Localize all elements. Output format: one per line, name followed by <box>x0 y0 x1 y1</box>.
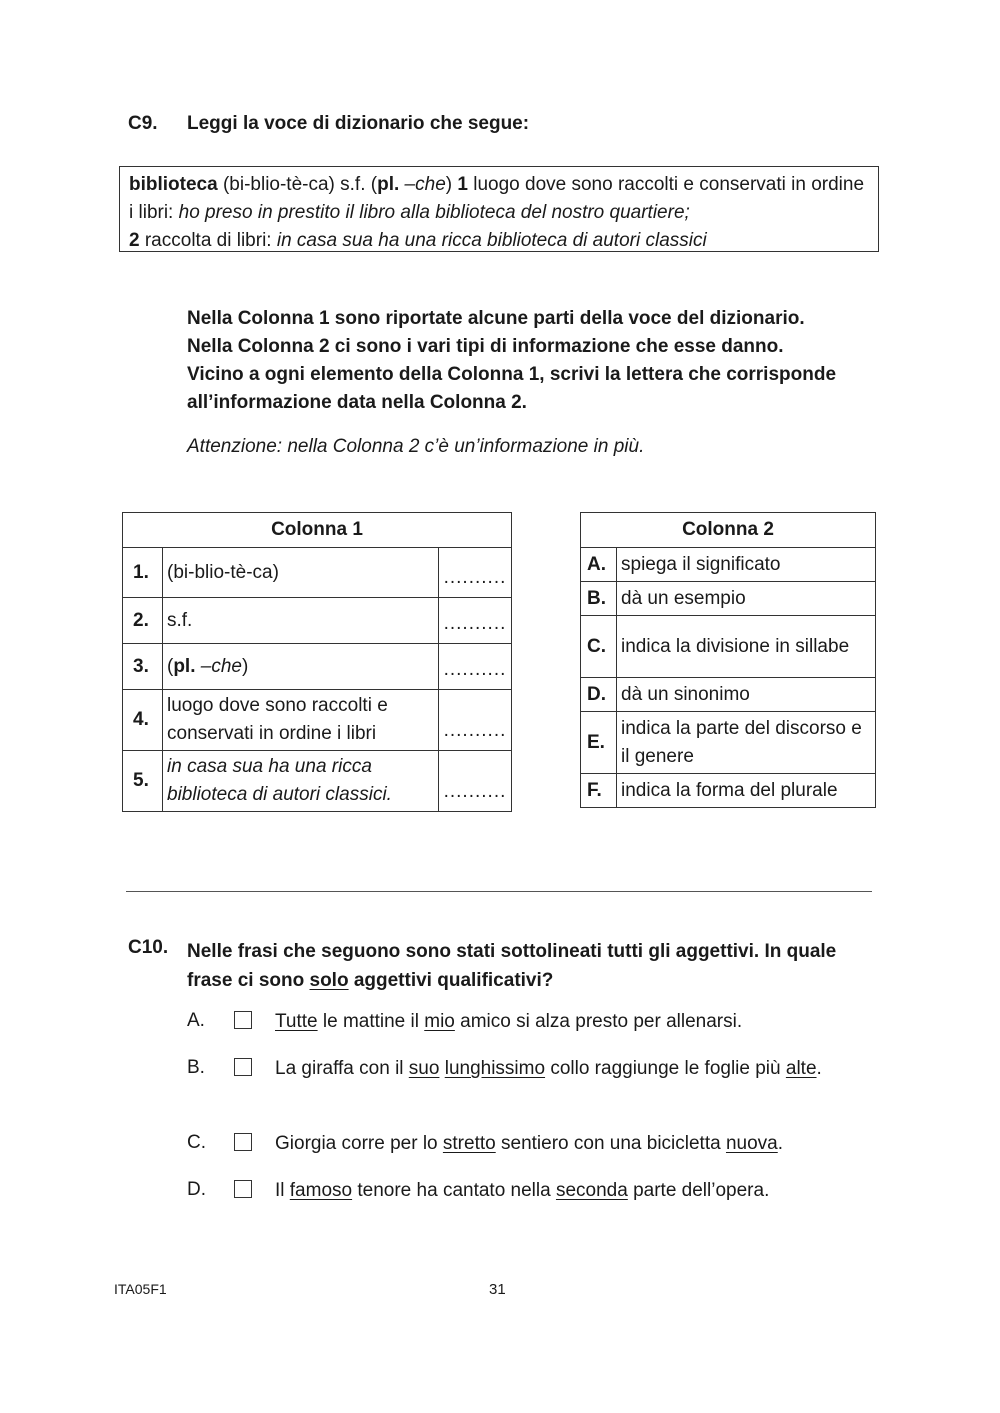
row-number: 5. <box>123 751 163 812</box>
adjective-underlined: suo <box>408 1058 440 1079</box>
instruction-line: Nella Colonna 1 sono riportate alcune parti della voce del dizionario. <box>187 308 805 329</box>
column2-table <box>580 512 876 808</box>
row-text <box>163 644 439 690</box>
sentence-text: Il <box>275 1180 290 1201</box>
question-text-part: aggettivi qualificativi? <box>348 970 554 991</box>
answer-blank-1[interactable]: .......... <box>439 548 512 598</box>
paren-close: ) <box>241 655 249 677</box>
instructions <box>187 305 887 417</box>
paren-open: ( <box>167 655 174 677</box>
adjective-underlined: lunghissimo <box>444 1058 546 1079</box>
adjective-underlined: nuova <box>725 1133 778 1154</box>
entry-sense2-example: in casa sua ha una ricca biblioteca di autori classici <box>276 230 707 251</box>
document-code: ITA05F1 <box>114 1281 167 1297</box>
row-letter: E. <box>581 712 617 774</box>
table-row <box>581 616 876 678</box>
row-letter: F. <box>581 774 617 808</box>
row-text: in casa sua ha una ricca biblioteca di autori classici. <box>163 751 439 812</box>
adjective-underlined: famoso <box>289 1180 353 1201</box>
sentence-text: Giorgia corre per lo <box>275 1133 443 1154</box>
row-text: indica la divisione in sillabe <box>617 616 876 678</box>
column1-table <box>122 512 512 812</box>
column1-header: Colonna 1 <box>123 513 512 548</box>
row-letter: A. <box>581 548 617 582</box>
entry-sense1-number: 1 <box>457 174 468 195</box>
option-c-letter: C. <box>187 1132 206 1153</box>
row-text: s.f. <box>163 598 439 644</box>
answer-blank-2[interactable]: .......... <box>439 598 512 644</box>
answer-blank-5[interactable]: .......... <box>439 751 512 812</box>
option-d-checkbox[interactable] <box>234 1180 252 1198</box>
question-number-c10: C10. <box>128 937 169 958</box>
entry-headword: biblioteca <box>129 174 218 195</box>
sentence-text: . <box>777 1133 784 1154</box>
option-d-text <box>275 1175 871 1206</box>
sentence-text: collo raggiunge le foglie più <box>545 1058 786 1079</box>
sentence-text: parte dell’opera. <box>627 1180 770 1201</box>
option-a-checkbox[interactable] <box>234 1011 252 1029</box>
attention-note: Attenzione: nella Colonna 2 c’è un’informazione in più. <box>187 436 645 457</box>
row-letter: B. <box>581 582 617 616</box>
table-row <box>581 548 876 582</box>
row-text: indica la forma del plurale <box>617 774 876 808</box>
sentence-text: amico si alza presto per allenarsi. <box>454 1011 743 1032</box>
adjective-underlined: alte <box>785 1058 817 1079</box>
adjective-underlined: Tutte <box>275 1011 318 1032</box>
row-letter: D. <box>581 678 617 712</box>
table-row <box>581 774 876 808</box>
entry-syllables: (bi-blio-tè-ca) s.f. ( <box>217 174 378 195</box>
entry-plural-form: –che <box>399 174 446 195</box>
sentence-text: sentiero con una bicicletta <box>495 1133 726 1154</box>
option-c-checkbox[interactable] <box>234 1133 252 1151</box>
sentence-text: . <box>816 1058 822 1079</box>
page-number: 31 <box>489 1281 506 1298</box>
plural-form: –che <box>195 655 242 677</box>
entry-sense1-definition: luogo dove sono raccolti e conservati in ordine i libri: <box>129 174 865 223</box>
table-row <box>123 598 512 644</box>
row-text: luogo dove sono raccolti e conservati in ordine i libri <box>163 690 439 751</box>
option-b-text <box>275 1053 871 1084</box>
table-row <box>581 712 876 774</box>
dictionary-entry <box>119 166 879 252</box>
adjective-underlined: stretto <box>442 1133 496 1154</box>
adjective-underlined: mio <box>424 1011 455 1032</box>
column2-header: Colonna 2 <box>581 513 876 548</box>
entry-sense1-example: ho preso in prestito il libro alla biblioteca del nostro quartiere; <box>178 202 690 223</box>
question-text-part: Nelle frasi che seguono sono stati sottolineati tutti gli aggettivi. In quale frase ci sono <box>187 941 837 991</box>
adjective-underlined: seconda <box>555 1180 628 1201</box>
answer-blank-4[interactable]: .......... <box>439 690 512 751</box>
row-text: indica la parte del discorso e il genere <box>617 712 876 774</box>
question-title-c9: Leggi la voce di dizionario che segue: <box>187 113 530 134</box>
option-a-letter: A. <box>187 1010 205 1031</box>
section-divider <box>126 891 872 892</box>
row-text: dà un sinonimo <box>617 678 876 712</box>
option-c-text <box>275 1128 871 1159</box>
instruction-line: Vicino a ogni elemento della Colonna 1, scrivi la lettera che corrisponde all’informazione data nella Colonna 2. <box>187 364 837 413</box>
sentence-text: tenore ha cantato nella <box>352 1180 556 1201</box>
option-d-letter: D. <box>187 1179 206 1200</box>
sentence-text: La giraffa con il <box>275 1058 409 1079</box>
row-number: 2. <box>123 598 163 644</box>
option-b-letter: B. <box>187 1057 205 1078</box>
table-row <box>123 644 512 690</box>
table-row <box>123 751 512 812</box>
row-letter: C. <box>581 616 617 678</box>
question-number-c9: C9. <box>128 113 158 134</box>
row-text: spiega il significato <box>617 548 876 582</box>
entry-sense2-number: 2 <box>129 230 140 251</box>
option-b-checkbox[interactable] <box>234 1058 252 1076</box>
question-text-underlined: solo <box>309 970 349 991</box>
row-number: 1. <box>123 548 163 598</box>
entry-plural-label: pl. <box>377 174 400 195</box>
table-row <box>581 582 876 616</box>
row-text: dà un esempio <box>617 582 876 616</box>
table-row <box>123 548 512 598</box>
table-row <box>123 690 512 751</box>
row-number: 4. <box>123 690 163 751</box>
entry-sense2-definition: raccolta di libri: <box>139 230 277 251</box>
row-number: 3. <box>123 644 163 690</box>
table-row <box>581 678 876 712</box>
sentence-text: le mattine il <box>317 1011 425 1032</box>
option-a-text <box>275 1006 871 1037</box>
question-text-c10 <box>187 937 877 995</box>
instruction-line: Nella Colonna 2 ci sono i vari tipi di informazione che esse danno. <box>187 336 784 357</box>
answer-blank-3[interactable]: .......... <box>439 644 512 690</box>
row-text: (bi-blio-tè-ca) <box>163 548 439 598</box>
plural-label: pl. <box>173 655 196 677</box>
entry-close-paren: ) <box>445 174 458 195</box>
